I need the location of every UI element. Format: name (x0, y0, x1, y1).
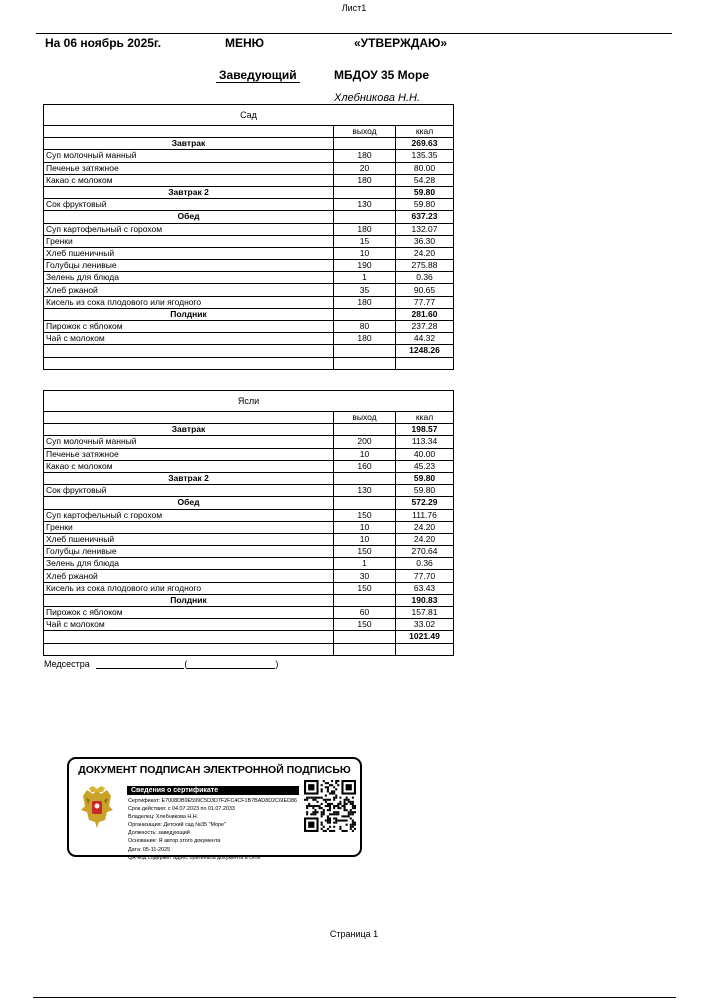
meal-row (44, 497, 454, 509)
dish-name: Пирожок с яблоком (44, 321, 334, 333)
nurse-signature (44, 659, 278, 669)
nurse-paren-close: ) (275, 659, 279, 669)
meal-total-kcal: 59.80 (396, 472, 454, 484)
dish-output: 15 (334, 235, 396, 247)
grand-total-row (44, 631, 454, 643)
certificate-line: Должность: заведующий (128, 830, 190, 837)
dish-row (44, 321, 454, 333)
column-header-output: выход (334, 126, 396, 138)
dish-output: 150 (334, 619, 396, 631)
certificate-line: Организация: Детский сад №35 "Море" (128, 822, 226, 829)
meal-output-blank (334, 138, 396, 150)
dish-output: 10 (334, 448, 396, 460)
grand-total-output (334, 631, 396, 643)
dish-output: 180 (334, 296, 396, 308)
dish-row (44, 272, 454, 284)
grand-total-kcal: 1248.26 (396, 345, 454, 357)
dish-row (44, 150, 454, 162)
dish-kcal: 24.20 (396, 533, 454, 545)
dish-row (44, 607, 454, 619)
dish-output: 180 (334, 333, 396, 345)
dish-output: 1 (334, 272, 396, 284)
meal-name: Завтрак (44, 424, 334, 436)
coat-of-arms-icon (77, 784, 117, 832)
dish-name: Сок фруктовый (44, 199, 334, 211)
dish-output: 35 (334, 284, 396, 296)
dish-row (44, 284, 454, 296)
dish-name: Чай с молоком (44, 619, 334, 631)
dish-row (44, 448, 454, 460)
dish-output: 190 (334, 260, 396, 272)
dish-row (44, 460, 454, 472)
meal-total-kcal: 190.83 (396, 594, 454, 606)
meal-row (44, 186, 454, 198)
meal-output-blank (334, 472, 396, 484)
column-header-row (44, 126, 454, 138)
dish-output: 150 (334, 582, 396, 594)
dish-row (44, 533, 454, 545)
empty-cell (396, 643, 454, 655)
empty-cell (396, 357, 454, 369)
dish-kcal: 157.81 (396, 607, 454, 619)
dish-name: Голубцы ленивые (44, 546, 334, 558)
dish-name: Какао с молоком (44, 174, 334, 186)
dish-output: 180 (334, 150, 396, 162)
dish-name: Хлеб ржаной (44, 284, 334, 296)
meal-total-kcal: 198.57 (396, 424, 454, 436)
dish-kcal: 24.20 (396, 521, 454, 533)
grand-total-output (334, 345, 396, 357)
dish-name: Суп молочный манный (44, 436, 334, 448)
dish-kcal: 77.77 (396, 296, 454, 308)
dish-row (44, 570, 454, 582)
meal-total-kcal: 572.29 (396, 497, 454, 509)
certificate-details (128, 797, 297, 862)
dish-row (44, 619, 454, 631)
meal-output-blank (334, 424, 396, 436)
certificate-info-band: Сведения о сертификате (127, 786, 299, 795)
dish-name: Суп молочный манный (44, 150, 334, 162)
dish-kcal: 237.28 (396, 321, 454, 333)
dish-name: Кисель из сока плодового или ягодного (44, 296, 334, 308)
dish-name: Хлеб ржаной (44, 570, 334, 582)
dish-kcal: 59.80 (396, 485, 454, 497)
dish-kcal: 36.30 (396, 235, 454, 247)
dish-output: 150 (334, 546, 396, 558)
dish-row (44, 546, 454, 558)
meal-name: Завтрак 2 (44, 472, 334, 484)
stamp-title: ДОКУМЕНТ ПОДПИСАН ЭЛЕКТРОННОЙ ПОДПИСЬЮ (78, 764, 351, 776)
dish-kcal: 54.28 (396, 174, 454, 186)
nurse-signature-line (96, 659, 184, 669)
signature-line (216, 82, 300, 83)
dish-kcal: 80.00 (396, 162, 454, 174)
grand-total-kcal: 1021.49 (396, 631, 454, 643)
column-header-kcal: ккал (396, 126, 454, 138)
certificate-line: Владелец: Хлебникова Н.Н. (128, 814, 199, 821)
certificate-line: Основание: Я автор этого документа (128, 838, 221, 845)
dish-name: Суп картофельный с горохом (44, 509, 334, 521)
dish-kcal: 135.35 (396, 150, 454, 162)
nurse-paren-open: ( (184, 659, 188, 669)
meal-name: Завтрак (44, 138, 334, 150)
dish-kcal: 0.36 (396, 558, 454, 570)
empty-cell (334, 357, 396, 369)
dish-name: Гренки (44, 521, 334, 533)
dish-row (44, 199, 454, 211)
grand-total-label (44, 345, 334, 357)
grand-total-row (44, 345, 454, 357)
meal-row (44, 424, 454, 436)
dish-kcal: 40.00 (396, 448, 454, 460)
dish-output: 150 (334, 509, 396, 521)
dish-name: Хлеб пшеничный (44, 247, 334, 259)
meal-row (44, 308, 454, 320)
dish-kcal: 113.34 (396, 436, 454, 448)
meal-output-blank (334, 308, 396, 320)
sheet-title: Лист1 (341, 3, 367, 13)
dish-row (44, 521, 454, 533)
dish-name: Суп картофельный с горохом (44, 223, 334, 235)
meal-total-kcal: 59.80 (396, 186, 454, 198)
dish-name: Чай с молоком (44, 333, 334, 345)
dish-kcal: 63.43 (396, 582, 454, 594)
dish-kcal: 132.07 (396, 223, 454, 235)
meal-row (44, 211, 454, 223)
certificate-line: QR-код содержит адрес оригинала документа в сети (128, 854, 261, 861)
dish-name: Печенье затяжное (44, 448, 334, 460)
meal-output-blank (334, 497, 396, 509)
dish-name: Хлеб пшеничный (44, 533, 334, 545)
table-title-row (44, 105, 454, 126)
dish-name: Голубцы ленивые (44, 260, 334, 272)
empty-cell (44, 643, 334, 655)
dish-kcal: 270.64 (396, 546, 454, 558)
meal-output-blank (334, 594, 396, 606)
meal-total-kcal: 269.63 (396, 138, 454, 150)
dish-row (44, 509, 454, 521)
bottom-divider (33, 997, 676, 998)
meal-total-kcal: 281.60 (396, 308, 454, 320)
nurse-label: Медсестра (44, 659, 90, 669)
empty-cell (44, 357, 334, 369)
dish-row (44, 247, 454, 259)
dish-output: 180 (334, 174, 396, 186)
dish-output: 1 (334, 558, 396, 570)
table-title-row (44, 391, 454, 412)
menu-date: На 06 ноябрь 2025г. (45, 36, 162, 50)
column-header-row (44, 412, 454, 424)
dish-output: 10 (334, 533, 396, 545)
dish-kcal: 24.20 (396, 247, 454, 259)
empty-cell (334, 643, 396, 655)
dish-output: 160 (334, 460, 396, 472)
electronic-signature-stamp (67, 757, 362, 861)
column-header-dish (44, 126, 334, 138)
menu-title: МЕНЮ (225, 36, 265, 50)
certificate-line: Срок действия: с 04.07.2023 по 01.07.2033 (128, 806, 235, 813)
qr-code-icon (304, 779, 356, 833)
grand-total-label (44, 631, 334, 643)
dish-row (44, 333, 454, 345)
menu-table-nursery (43, 390, 454, 656)
dish-row (44, 296, 454, 308)
dish-row (44, 260, 454, 272)
certificate-line: Сертификат: E7008DB9E599C5D3D7F2FC4CF1B7BAD8D2C6IED86 (128, 798, 297, 804)
dish-output: 180 (334, 223, 396, 235)
dish-row (44, 485, 454, 497)
approve-label: «УТВЕРЖДАЮ» (354, 36, 448, 50)
empty-row (44, 643, 454, 655)
meal-name: Обед (44, 211, 334, 223)
column-header-dish (44, 412, 334, 424)
dish-output: 20 (334, 162, 396, 174)
dish-kcal: 111.76 (396, 509, 454, 521)
meal-row (44, 472, 454, 484)
dish-kcal: 77.70 (396, 570, 454, 582)
dish-row (44, 436, 454, 448)
dish-output: 130 (334, 199, 396, 211)
table-title: Ясли (44, 391, 454, 412)
meal-total-kcal: 637.23 (396, 211, 454, 223)
dish-output: 30 (334, 570, 396, 582)
dish-kcal: 44.32 (396, 333, 454, 345)
dish-name: Кисель из сока плодового или ягодного (44, 582, 334, 594)
dish-name: Какао с молоком (44, 460, 334, 472)
dish-name: Гренки (44, 235, 334, 247)
dish-kcal: 33.02 (396, 619, 454, 631)
dish-output: 130 (334, 485, 396, 497)
meal-output-blank (334, 211, 396, 223)
meal-name: Завтрак 2 (44, 186, 334, 198)
dish-output: 200 (334, 436, 396, 448)
dish-kcal: 45.23 (396, 460, 454, 472)
certificate-line: Дата: 05-11-2025 (128, 846, 171, 853)
top-divider (36, 33, 672, 34)
dish-row (44, 235, 454, 247)
approver-position: Заведующий (219, 68, 297, 82)
meal-row (44, 594, 454, 606)
dish-name: Зелень для блюда (44, 272, 334, 284)
menu-table-garden (43, 104, 454, 370)
page-number: Страница 1 (329, 929, 379, 939)
dish-output: 60 (334, 607, 396, 619)
dish-row (44, 582, 454, 594)
meal-name: Обед (44, 497, 334, 509)
empty-row (44, 357, 454, 369)
column-header-output: выход (334, 412, 396, 424)
meal-output-blank (334, 186, 396, 198)
dish-name: Пирожок с яблоком (44, 607, 334, 619)
dish-kcal: 275.88 (396, 260, 454, 272)
dish-kcal: 59.80 (396, 199, 454, 211)
dish-row (44, 558, 454, 570)
dish-output: 10 (334, 247, 396, 259)
meal-row (44, 138, 454, 150)
dish-row (44, 223, 454, 235)
meal-name: Полдник (44, 594, 334, 606)
dish-row (44, 162, 454, 174)
organization-name: МБДОУ 35 Море (334, 68, 430, 82)
dish-output: 80 (334, 321, 396, 333)
dish-name: Сок фруктовый (44, 485, 334, 497)
dish-kcal: 90.65 (396, 284, 454, 296)
table-title: Сад (44, 105, 454, 126)
dish-name: Зелень для блюда (44, 558, 334, 570)
approver-name: Хлебникова Н.Н. (334, 92, 421, 104)
meal-name: Полдник (44, 308, 334, 320)
dish-kcal: 0.36 (396, 272, 454, 284)
nurse-name-line (187, 659, 275, 669)
column-header-kcal: ккал (396, 412, 454, 424)
dish-name: Печенье затяжное (44, 162, 334, 174)
dish-output: 10 (334, 521, 396, 533)
dish-row (44, 174, 454, 186)
